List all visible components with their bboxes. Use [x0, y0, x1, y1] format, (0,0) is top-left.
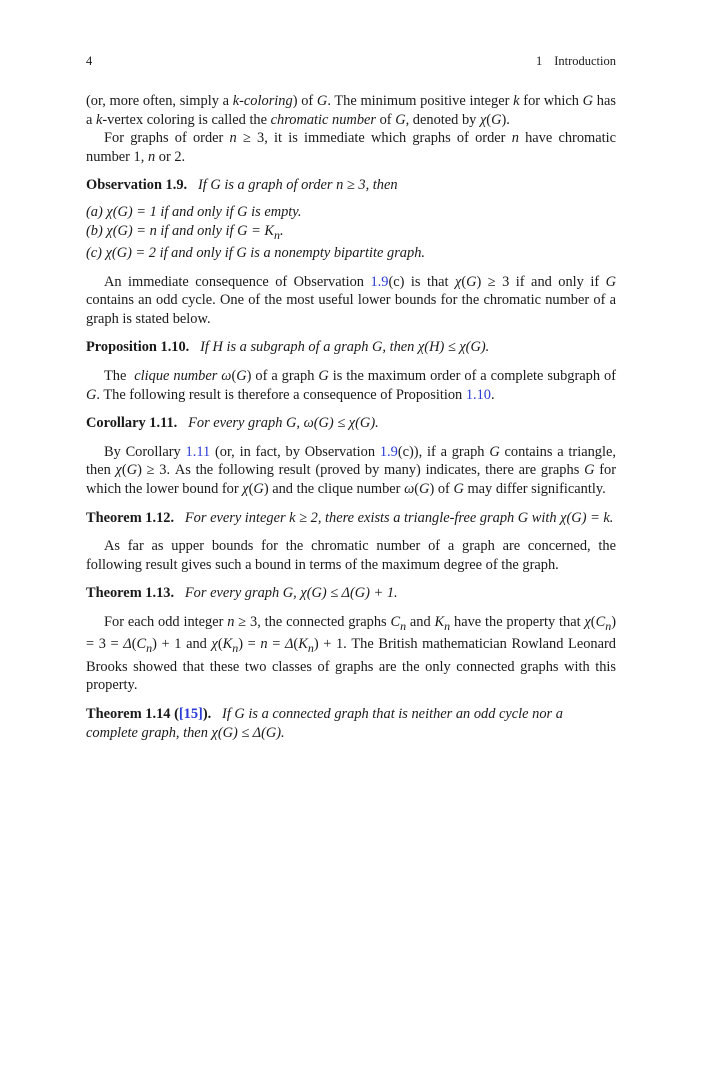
statement-text: For every integer k ≥ 2, there exists a triangle-free graph G with χ(G) = k. [181, 509, 614, 526]
paragraph-continued: (or, more often, simply a k-coloring) of G. The minimum positive integer k for which G has a k-vertex coloring is called the chromatic number of G, denoted by χ(G). [86, 93, 616, 128]
statement-text: If H is a subgraph of a graph G, then χ(H) ≤ χ(G). [196, 339, 490, 356]
statement-text: If G is a connected graph that is neither an odd cycle nor a complete graph, then χ(G) ≤ Δ(G). [86, 706, 563, 741]
statement-label: Proposition 1.10. [86, 339, 190, 356]
theorem-statement [86, 414, 616, 433]
statement-label: Theorem 1.14 ([15]). [86, 706, 212, 723]
observation-item: (a) χ(G) = 1 if and only if G is empty. [86, 203, 302, 220]
theorem-statement [86, 338, 616, 357]
paragraph: The clique number ω(G) of a graph G is the maximum order of a complete subgraph of G. The following result is therefore a consequence of Proposition 1.10. [86, 368, 617, 403]
observation-item: (b) χ(G) = n if and only if $G = K_n$. [86, 222, 284, 242]
running-header [86, 52, 616, 74]
observation-item: (c) χ(G) = 2 if and only if G is a nonempty bipartite graph. [86, 245, 425, 262]
paragraph: For graphs of order n ≥ 3, it is immediate which graphs of order n have chromatic number 1, n or 2. [86, 130, 616, 165]
paragraph: An immediate consequence of Observation 1.9(c) is that χ(G) ≥ 3 if and only if G contains an odd cycle. One of the most useful lower bounds for the chromatic number of a graph is stated below. [86, 273, 616, 327]
statement-text: For every graph G, χ(G) ≤ Δ(G) + 1. [181, 585, 398, 602]
book-page [86, 52, 616, 742]
paragraph: For each odd integer n ≥ 3, the connected graphs $C_n$ and $K_n$ have the property that $\chi(C_n) = 3 = \Delta(C_n) + 1$ and $\chi(K_n) = n = \Delta(K_n) + 1$. The British mathematician Rowland Leonard Brooks showed that these two classes of graphs are the only connected graphs with this property. [86, 613, 616, 694]
observation-items [86, 203, 616, 263]
chapter-title: Introduction [554, 54, 616, 68]
theorem-statement [86, 584, 616, 603]
theorem-statement [86, 176, 616, 195]
statement-label: Corollary 1.11. [86, 415, 178, 432]
theorem-statement [86, 509, 616, 528]
chapter-number: 1 [535, 54, 543, 68]
statement-text: If G is a graph of order n ≥ 3, then [194, 177, 398, 194]
statement-label: Theorem 1.12. [86, 509, 175, 526]
statement-label: Theorem 1.13. [86, 585, 175, 602]
theorem-statement [86, 705, 616, 742]
page-number: 4 [86, 54, 93, 68]
statement-text: For every graph G, ω(G) ≤ χ(G). [184, 415, 379, 432]
paragraph: As far as upper bounds for the chromatic number of a graph are concerned, the following result gives such a bound in terms of the maximum degree of the graph. [86, 538, 616, 573]
paragraph: By Corollary 1.11 (or, in fact, by Observation 1.9(c)), if a graph G contains a triangle, then χ(G) ≥ 3. As the following result (proved by many) indicates, there are graphs G for which the lower bound for χ(G) and the clique number ω(G) of G may differ significantly. [86, 443, 617, 497]
page-body [86, 92, 616, 742]
running-title [536, 52, 616, 74]
statement-label: Observation 1.9. [86, 177, 188, 194]
